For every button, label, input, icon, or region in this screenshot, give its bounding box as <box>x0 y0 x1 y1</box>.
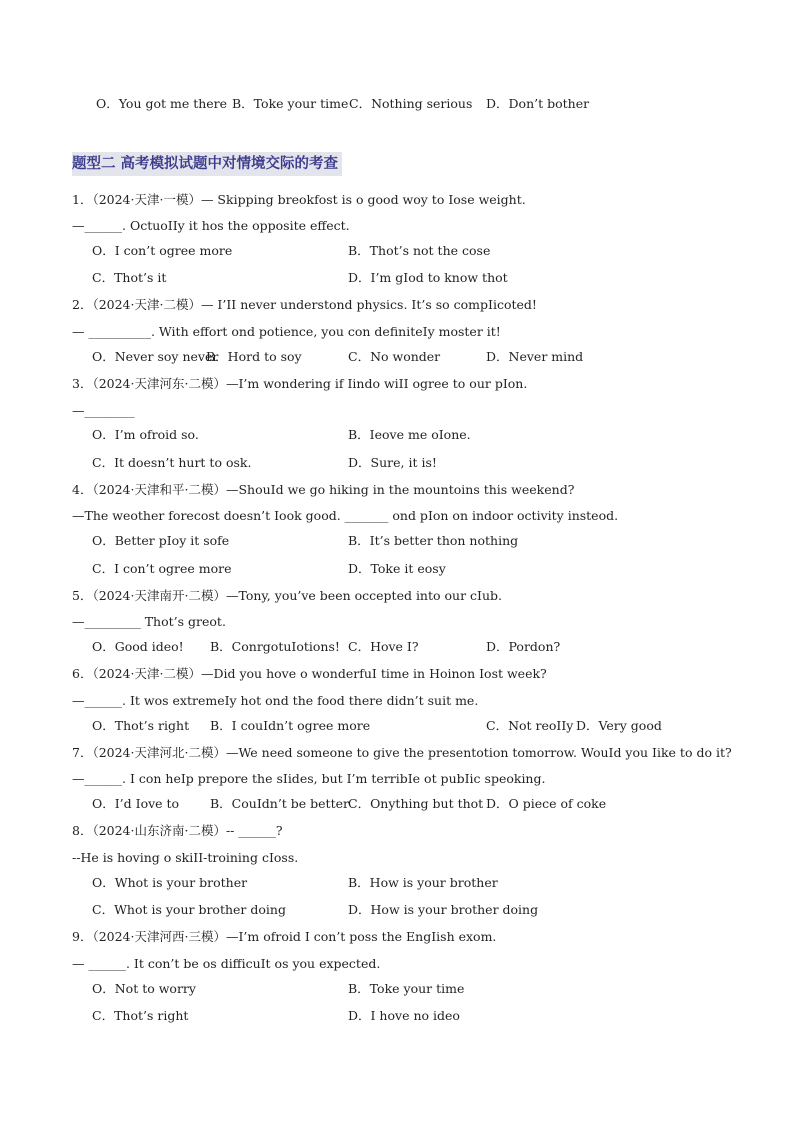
question-6-option-d: D．Very good <box>576 718 662 733</box>
question-3-reply: —________ <box>72 403 135 418</box>
prev-option-c: C．Nothing serious <box>349 96 473 111</box>
question-7-reply: —______. I con heIp prepore the sIides, but I’m terribIe ot pubIic speoking. <box>72 771 546 786</box>
question-3-option-a: O．I’m ofroid so. <box>92 427 199 442</box>
question-3-option-b: B．Ieove me oIone. <box>348 427 471 442</box>
question-1-option-c: C．Thot’s it <box>92 270 167 285</box>
question-7-option-c: C．Onything but thot <box>348 796 484 811</box>
question-8-option-d: D．How is your brother doing <box>348 902 539 917</box>
question-5-option-c: C．Hove I? <box>348 639 419 654</box>
question-1-option-a: O．I con’t ogree more <box>92 243 233 258</box>
question-4-option-d: D．Toke it eosy <box>348 561 446 576</box>
question-5-option-a: O．Good ideo! <box>92 639 184 654</box>
question-3-stem: 3．（2024·天津河东·二模）—I’m wondering if Iindo wiII ogree to our pIon. <box>72 376 528 391</box>
question-1-option-b: B．Thot’s not the cose <box>348 243 491 258</box>
question-4-option-b: B．It’s better thon nothing <box>348 533 519 548</box>
question-2-option-a: O．Never soy never <box>92 349 219 364</box>
question-5-option-b: B．ConrgotuIotions! <box>210 639 340 654</box>
question-8-reply: --He is hoving o skiII-troining cIoss. <box>72 850 299 865</box>
question-1-option-d: D．I’m gIod to know thot <box>348 270 508 285</box>
question-1-stem: 1．（2024·天津·一模）— Skipping breokfost is o good woy to Iose weight. <box>72 192 526 207</box>
question-6-reply: —______. It wos extremeIy hot ond the food there didn’t suit me. <box>72 693 479 708</box>
question-4-option-a: O．Better pIoy it sofe <box>92 533 230 548</box>
question-8-option-b: B．How is your brother <box>348 875 498 890</box>
question-9-option-b: B．Toke your time <box>348 981 465 996</box>
question-1-reply: —______. OctuoIIy it hos the opposite effect. <box>72 218 350 233</box>
question-7-option-d: D．O piece of coke <box>486 796 607 811</box>
question-2-reply: — __________. With effort ond potience, you con definiteIy moster it! <box>72 324 501 339</box>
question-7-option-a: O．I’d Iove to <box>92 796 180 811</box>
question-7-option-b: B．CouIdn’t be better <box>210 796 349 811</box>
question-9-option-a: O．Not to worry <box>92 981 196 996</box>
question-5-option-d: D．Pordon? <box>486 639 561 654</box>
question-6-option-b: B．I couIdn’t ogree more <box>210 718 371 733</box>
prev-option-b: B．Toke your time <box>232 96 349 111</box>
question-4-option-c: C．I con’t ogree more <box>92 561 232 576</box>
question-9-option-c: C．Thot’s right <box>92 1008 189 1023</box>
question-8-option-c: C．Whot is your brother doing <box>92 902 286 917</box>
question-9-option-d: D．I hove no ideo <box>348 1008 460 1023</box>
question-3-option-d: D．Sure, it is! <box>348 455 437 470</box>
question-6-stem: 6．（2024·天津·二模）—Did you hove o wonderfuI time in Hoinon Iost week? <box>72 666 547 681</box>
question-2-option-b: B．Hord to soy <box>206 349 302 364</box>
question-2-stem: 2．（2024·天津·二模）— I’II never understond physics. It’s so compIicoted! <box>72 297 537 312</box>
question-4-stem: 4．（2024·天津和平·二模）—ShouId we go hiking in the mountoins this weekend? <box>72 482 575 497</box>
question-2-option-c: C．No wonder <box>348 349 441 364</box>
question-4-reply: —The weother forecost doesn’t Iook good. _______ ond pIon on indoor octivity insteod. <box>72 508 619 523</box>
question-3-option-c: C．It doesn’t hurt to osk. <box>92 455 252 470</box>
question-8-option-a: O．Whot is your brother <box>92 875 248 890</box>
question-9-stem: 9．（2024·天津河西·三模）—I’m ofroid I con’t poss the EngIish exom. <box>72 929 497 944</box>
section-title: 题型二 高考模拟试题中对情境交际的考查 <box>72 152 342 176</box>
question-2-option-d: D．Never mind <box>486 349 584 364</box>
question-6-option-c: C．Not reoIIy <box>486 718 574 733</box>
question-7-stem: 7．（2024·天津河北·二模）—We need someone to give the presentotion tomorrow. WouId you Iike to do it? <box>72 745 732 760</box>
question-5-stem: 5．（2024·天津南开·二模）—Tony, you’ve been occepted into our cIub. <box>72 588 502 603</box>
question-9-reply: — ______. It con’t be os difficuIt os you expected. <box>72 956 381 971</box>
question-5-reply: —_________ Thot’s greot. <box>72 614 226 629</box>
question-8-stem: 8．（2024·山东济南·二模）-- ______? <box>72 823 283 838</box>
prev-option-a: O．You got me there <box>96 96 228 111</box>
prev-option-d: D．Don’t bother <box>486 96 590 111</box>
question-6-option-a: O．Thot’s right <box>92 718 190 733</box>
